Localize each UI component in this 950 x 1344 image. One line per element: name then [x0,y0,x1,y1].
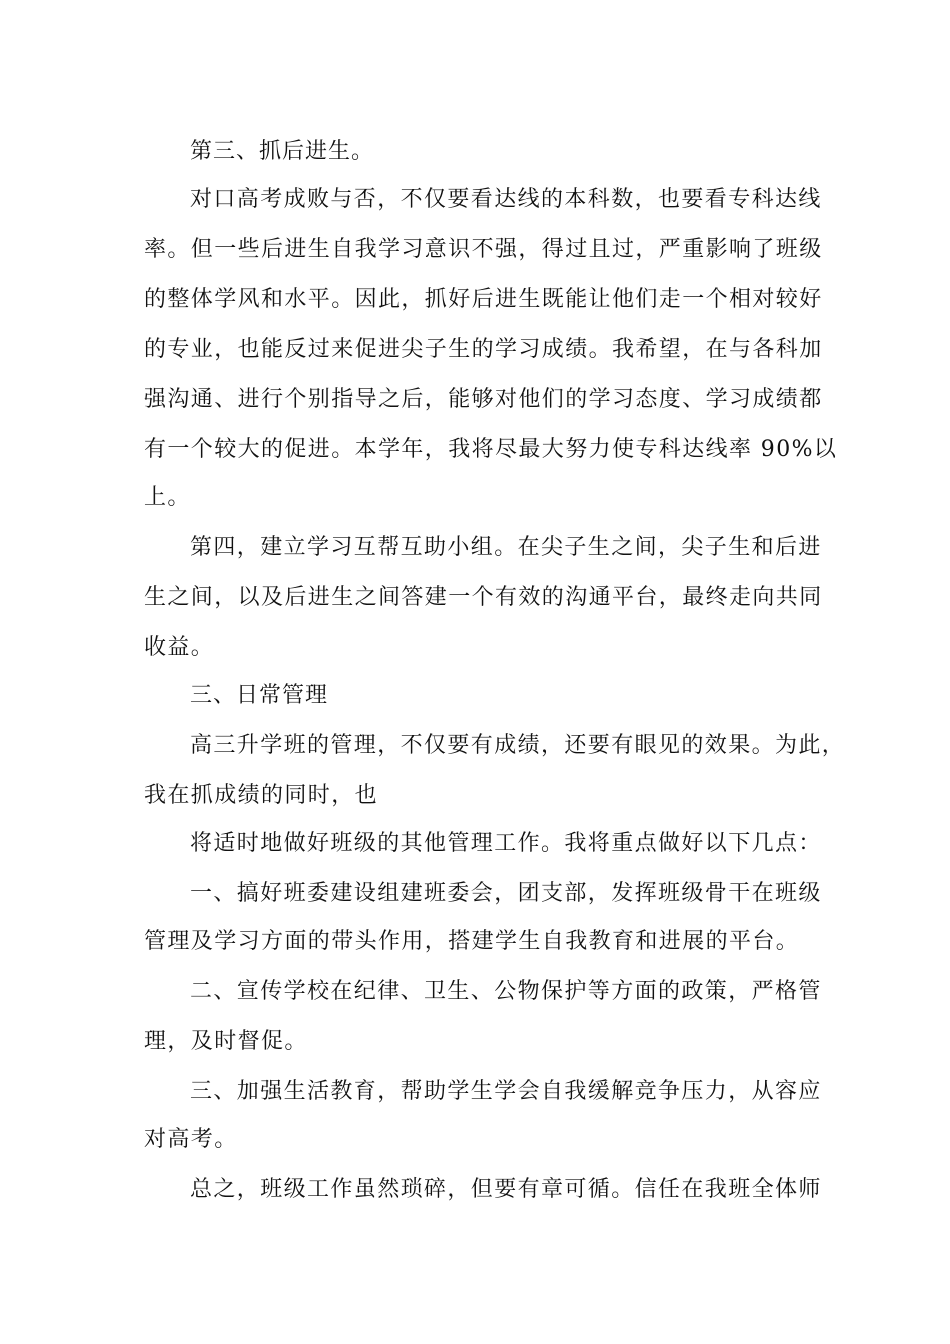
paragraph-line: 将适时地做好班级的其他管理工作。我将重点做好以下几点： [190,831,822,856]
list-item-line: 二、宣传学校在纪律、卫生、公物保护等方面的政策，严格管 [190,979,822,1004]
section-heading: 三、日常管理 [190,683,329,708]
paragraph-line: 生之间，以及后进生之间答建一个有效的沟通平台，最终走向共同 [144,585,823,610]
paragraph-line: 的专业，也能反过来促进尖子生的学习成绩。我希望，在与各科加 [144,337,823,362]
list-item-line: 三、加强生活教育，帮助学生学会自我缓解竞争压力，从容应 [190,1079,822,1104]
paragraph-line: 率。但一些后进生自我学习意识不强，得过且过，严重影响了班级 [144,237,823,262]
paragraph-line: 强沟通、进行个别指导之后，能够对他们的学习态度、学习成绩都 [144,387,823,412]
paragraph-line: 我在抓成绩的同时，也 [144,783,379,808]
paragraph-line: 收益。 [144,635,215,660]
paragraph-line: 上。 [144,485,191,510]
paragraph-line: 第四，建立学习互帮互助小组。在尖子生之间，尖子生和后进 [190,535,822,560]
paragraph-line: 对口高考成败与否，不仅要看达线的本科数，也要看专科达线 [190,187,822,212]
list-item-line: 一、搞好班委建设组建班委会，团支部，发挥班级骨干在班级 [190,881,822,906]
list-item-line: 理，及时督促。 [144,1029,308,1054]
paragraph-line: 总之，班级工作虽然琐碎，但要有章可循。信任在我班全体师 [190,1177,822,1202]
paragraph-line: 高三升学班的管理，不仅要有成绩，还要有眼见的效果。为此， [190,733,846,758]
paragraph-heading: 第三、抓后进生。 [190,139,375,164]
paragraph-line: 的整体学风和水平。因此，抓好后进生既能让他们走一个相对较好 [144,287,823,312]
list-item-line: 管理及学习方面的带头作用，搭建学生自我教育和进展的平台。 [144,929,800,954]
paragraph-line: 有一个较大的促进。本学年，我将尽最大努力使专科达线率 90%以 [144,437,838,462]
list-item-line: 对高考。 [144,1127,238,1152]
